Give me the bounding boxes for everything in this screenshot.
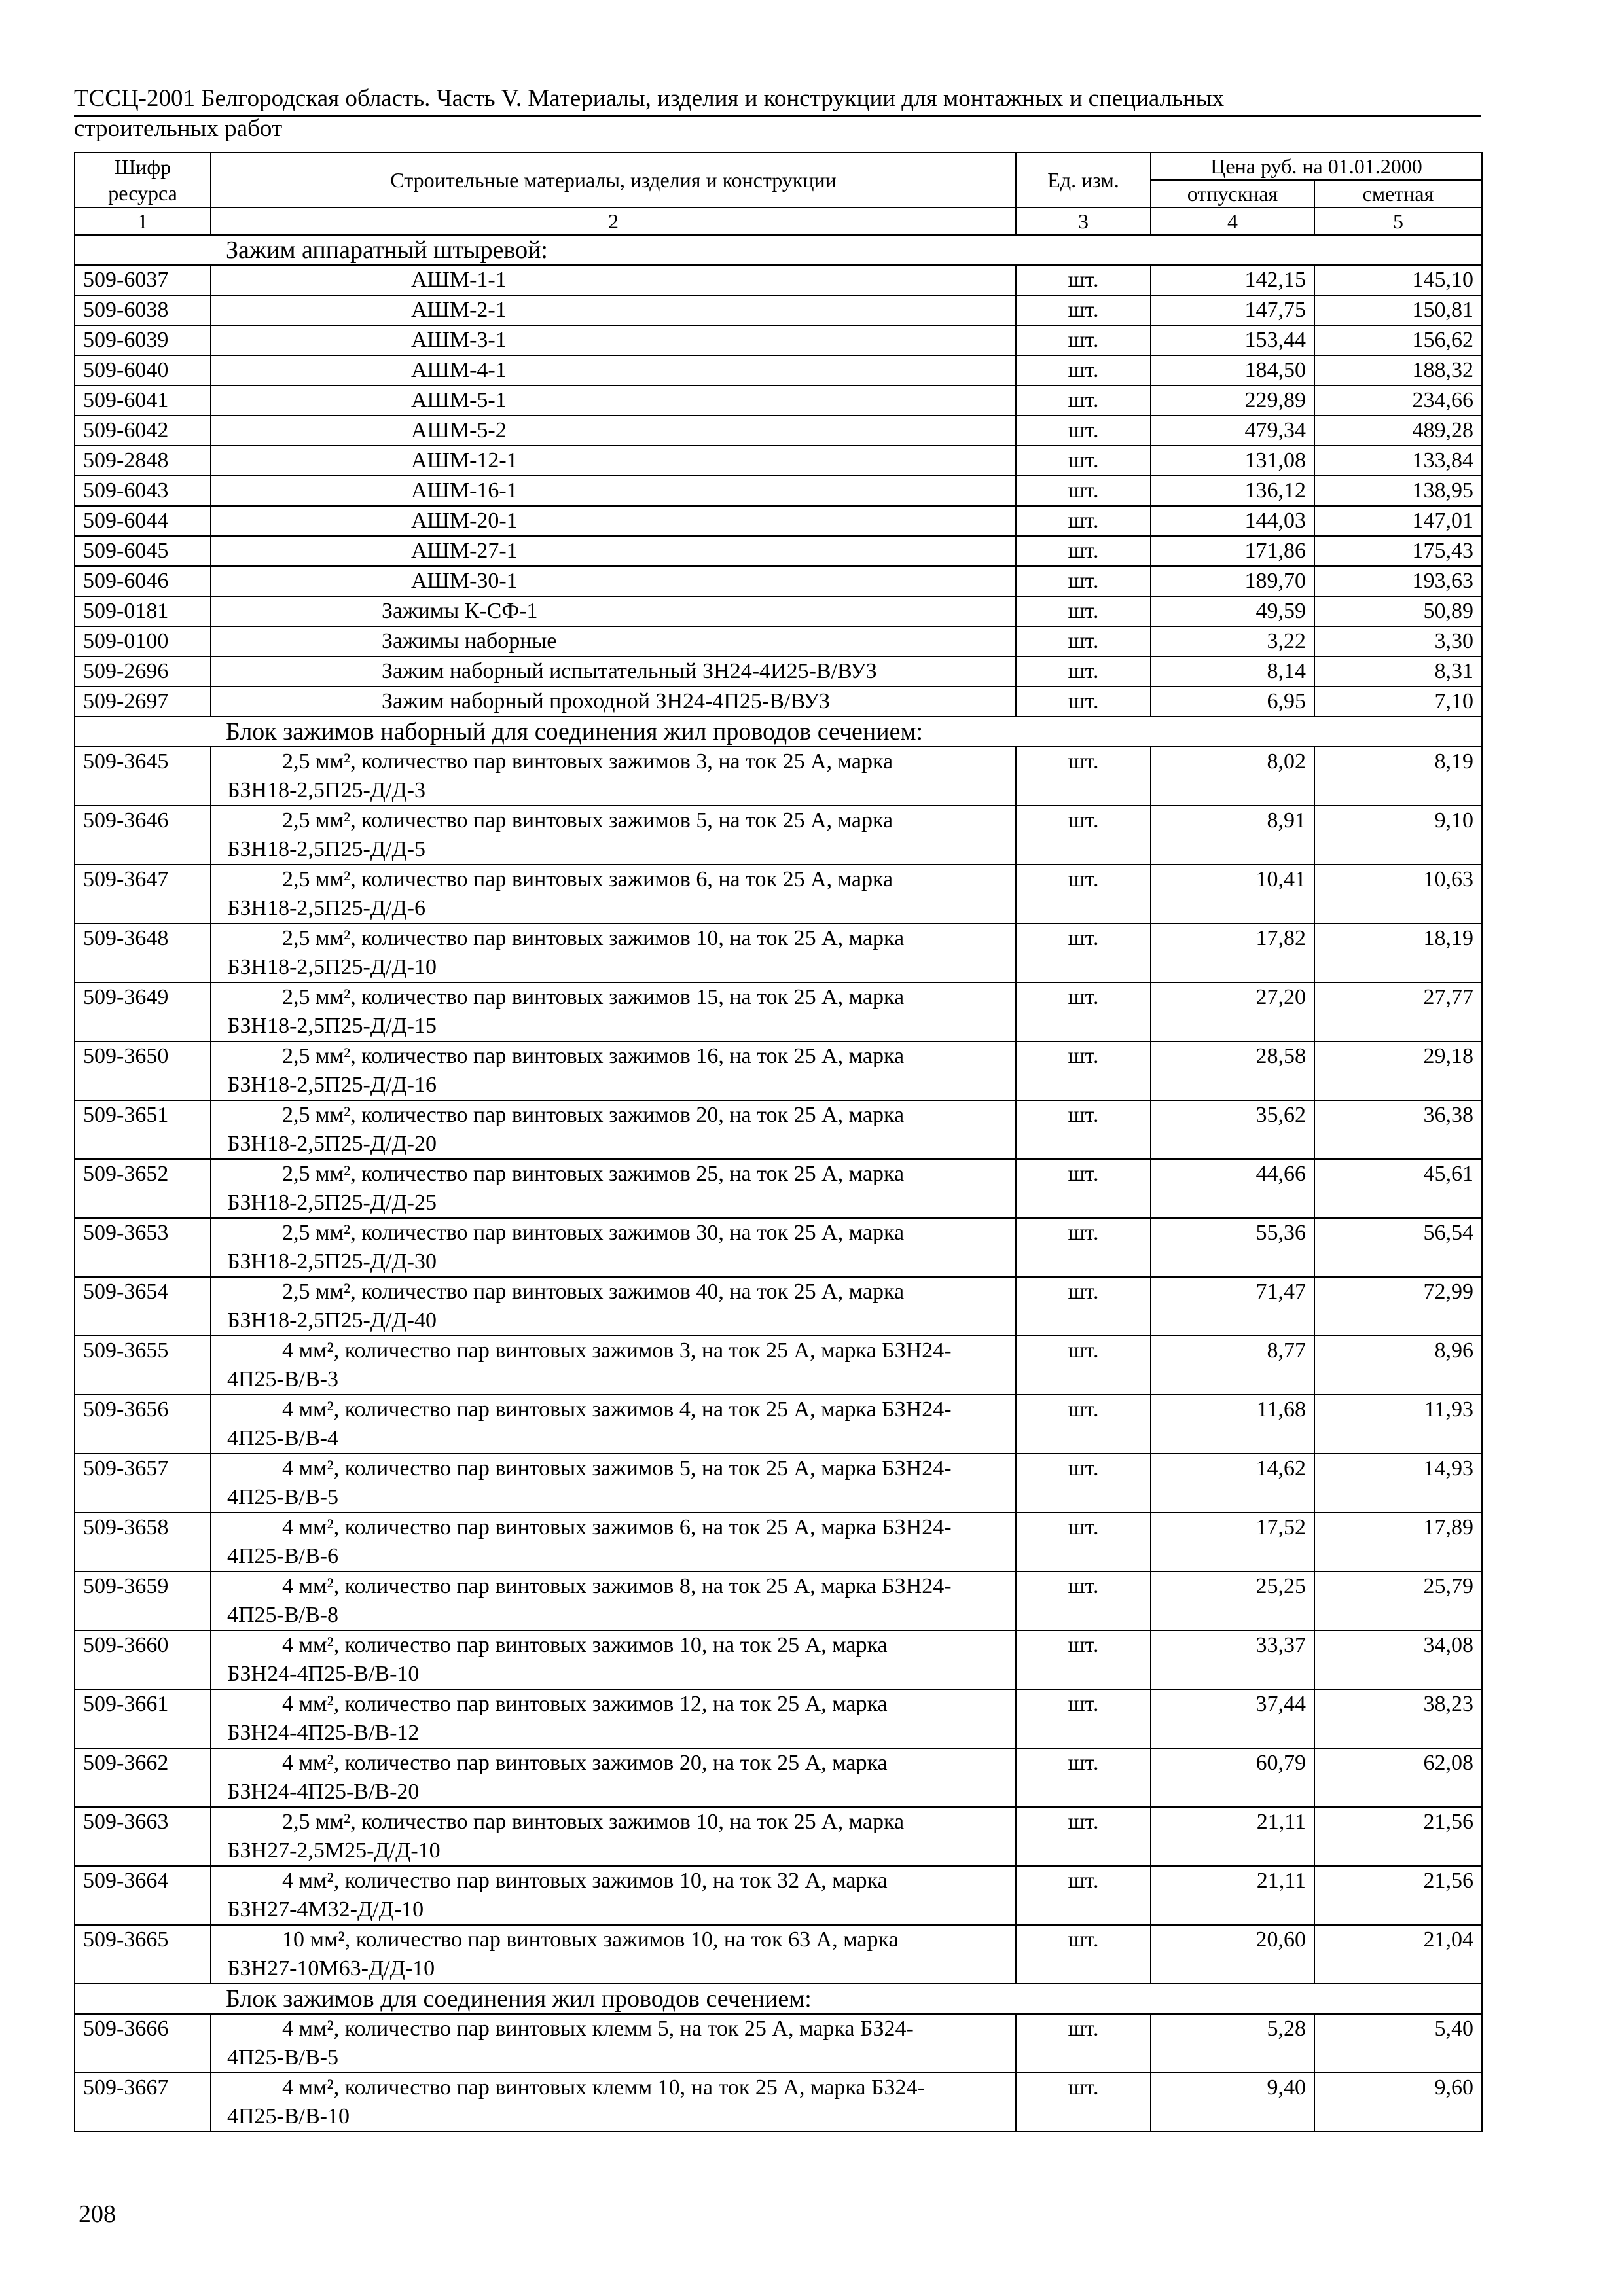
unit: шт. [1016,295,1151,325]
group-heading-row [75,1984,1482,2014]
table-row [75,265,1482,295]
material-name-line-1: 2,5 мм², количество пар винтовых зажимов 40, на ток 25 А, марка [282,1280,905,1304]
release-price: 5,28 [1151,2014,1314,2073]
material-name-line-2: 4П25-В/В-5 [227,2045,338,2070]
material-name-line-1: 2,5 мм², количество пар винтовых зажимов 20, на ток 25 А, марка [282,1103,905,1127]
resource-code: 509-2697 [75,687,211,717]
unit: шт. [1016,596,1151,626]
table-row [75,2014,1482,2073]
resource-code: 509-0100 [75,626,211,656]
material-name-line-2: 4П25-В/В-6 [227,1544,338,1568]
release-price: 3,22 [1151,626,1314,656]
resource-code: 509-6043 [75,476,211,506]
release-price: 49,59 [1151,596,1314,626]
table-row [75,1454,1482,1513]
release-price: 71,47 [1151,1277,1314,1336]
resource-code: 509-3661 [75,1689,211,1748]
release-price: 9,40 [1151,2073,1314,2132]
unit: шт. [1016,656,1151,687]
table-row [75,386,1482,416]
material-name: АШМ-5-1 [211,386,1016,416]
table-row [75,656,1482,687]
material-name-line-1: 4 мм², количество пар винтовых зажимов 4, на ток 25 А, марка БЗН24- [282,1397,952,1422]
unit: шт. [1016,1100,1151,1159]
table-row [75,416,1482,446]
material-name-line-2: БЗН18-2,5П25-Д/Д-16 [227,1073,437,1097]
unit: шт. [1016,1513,1151,1571]
estimate-price: 5,40 [1314,2014,1482,2073]
material-name-line-2: 4П25-В/В-3 [227,1367,338,1391]
material-name-line-1: 2,5 мм², количество пар винтовых зажимов 30, на ток 25 А, марка [282,1221,905,1245]
header-code: Шифр ресурса [75,152,211,207]
table-row [75,1748,1482,1807]
table-row [75,2073,1482,2132]
material-name [211,1454,1016,1513]
material-name-line-1: 2,5 мм², количество пар винтовых зажимов 6, на ток 25 А, марка [282,867,893,891]
material-name-line-2: БЗН18-2,5П25-Д/Д-6 [227,896,425,920]
unit: шт. [1016,626,1151,656]
material-name [211,1336,1016,1395]
material-name [211,1041,1016,1100]
resource-code: 509-3655 [75,1336,211,1395]
estimate-price: 27,77 [1314,982,1482,1041]
material-name-line-2: БЗН27-10М63-Д/Д-10 [227,1956,435,1981]
unit: шт. [1016,1925,1151,1984]
resource-code: 509-3654 [75,1277,211,1336]
table-body [75,235,1482,2132]
release-price: 184,50 [1151,355,1314,386]
price-table [74,152,1483,2132]
estimate-price: 14,93 [1314,1454,1482,1513]
estimate-price: 138,95 [1314,476,1482,506]
unit: шт. [1016,865,1151,924]
material-name-line-1: 2,5 мм², количество пар винтовых зажимов 16, на ток 25 А, марка [282,1044,905,1068]
material-name-line-2: 4П25-В/В-4 [227,1426,338,1450]
table-row [75,536,1482,566]
table-row [75,476,1482,506]
table-row [75,1866,1482,1925]
material-name [211,1395,1016,1454]
material-name [211,1689,1016,1748]
material-name [211,1630,1016,1689]
release-price: 21,11 [1151,1807,1314,1866]
resource-code: 509-3656 [75,1395,211,1454]
resource-code: 509-6037 [75,265,211,295]
material-name-line-1: 4 мм², количество пар винтовых зажимов 20, на ток 25 А, марка [282,1751,888,1775]
material-name-line-1: 4 мм², количество пар винтовых зажимов 10, на ток 25 А, марка [282,1633,888,1657]
unit: шт. [1016,747,1151,806]
unit: шт. [1016,1395,1151,1454]
header-name: Строительные материалы, изделия и конструкции [211,152,1016,207]
resource-code: 509-3650 [75,1041,211,1100]
material-name [211,924,1016,982]
release-price: 8,02 [1151,747,1314,806]
unit: шт. [1016,355,1151,386]
material-name [211,1925,1016,1984]
estimate-price: 10,63 [1314,865,1482,924]
material-name-line-1: 4 мм², количество пар винтовых клемм 10, на ток 25 А, марка БЗ24- [282,2075,925,2100]
material-name-line-2: 4П25-В/В-10 [227,2104,350,2128]
material-name-line-1: 4 мм², количество пар винтовых зажимов 6, на ток 25 А, марка БЗН24- [282,1515,952,1539]
release-price: 35,62 [1151,1100,1314,1159]
release-price: 17,52 [1151,1513,1314,1571]
table-row [75,295,1482,325]
unit: шт. [1016,1218,1151,1277]
material-name-line-2: БЗН24-4П25-В/В-12 [227,1721,420,1745]
unit: шт. [1016,806,1151,865]
material-name-line-2: БЗН18-2,5П25-Д/Д-10 [227,955,437,979]
material-name-line-2: БЗН18-2,5П25-Д/Д-25 [227,1191,437,1215]
group-heading-row [75,717,1482,747]
unit: шт. [1016,1748,1151,1807]
material-name-line-1: 10 мм², количество пар винтовых зажимов 10, на ток 63 А, марка [282,1928,899,1952]
estimate-price: 56,54 [1314,1218,1482,1277]
resource-code: 509-6039 [75,325,211,355]
resource-code: 509-3647 [75,865,211,924]
resource-code: 509-6041 [75,386,211,416]
table-row [75,1218,1482,1277]
table-row [75,596,1482,626]
estimate-price: 145,10 [1314,265,1482,295]
release-price: 55,36 [1151,1218,1314,1277]
unit: шт. [1016,2014,1151,2073]
estimate-price: 11,93 [1314,1395,1482,1454]
table-row [75,626,1482,656]
resource-code: 509-3664 [75,1866,211,1925]
unit: шт. [1016,2073,1151,2132]
material-name: АШМ-1-1 [211,265,1016,295]
unit: шт. [1016,1336,1151,1395]
resource-code: 509-3652 [75,1159,211,1218]
table-row [75,325,1482,355]
material-name-line-2: 4П25-В/В-5 [227,1485,338,1509]
group-heading: Зажим аппаратный штыревой: [75,235,1482,265]
material-name-line-1: 2,5 мм², количество пар винтовых зажимов 10, на ток 25 А, марка [282,926,905,950]
resource-code: 509-2848 [75,446,211,476]
resource-code: 509-6046 [75,566,211,596]
estimate-price: 45,61 [1314,1159,1482,1218]
unit: шт. [1016,1866,1151,1925]
material-name: Зажим наборный испытательный ЗН24-4И25-В/ВУЗ [211,656,1016,687]
unit: шт. [1016,1454,1151,1513]
material-name-line-1: 4 мм², количество пар винтовых зажимов 8, на ток 25 А, марка БЗН24- [282,1574,952,1598]
release-price: 14,62 [1151,1454,1314,1513]
unit: шт. [1016,1689,1151,1748]
release-price: 8,77 [1151,1336,1314,1395]
unit: шт. [1016,566,1151,596]
header-line-1: ТССЦ-2001 Белгородская область. Часть V. Материалы, изделия и конструкции для монтажных и специальных [74,85,1225,112]
material-name-line-1: 4 мм², количество пар винтовых зажимов 5, на ток 25 А, марка БЗН24- [282,1456,952,1480]
estimate-price: 38,23 [1314,1689,1482,1748]
release-price: 144,03 [1151,506,1314,536]
table-row [75,1807,1482,1866]
estimate-price: 489,28 [1314,416,1482,446]
material-name-line-2: БЗН27-4М32-Д/Д-10 [227,1897,424,1922]
group-heading: Блок зажимов для соединения жил проводов сечением: [75,1984,1482,2014]
unit: шт. [1016,1630,1151,1689]
table-row [75,1630,1482,1689]
unit: шт. [1016,924,1151,982]
release-price: 479,34 [1151,416,1314,446]
material-name-line-1: 2,5 мм², количество пар винтовых зажимов 25, на ток 25 А, марка [282,1162,905,1186]
document-header [74,84,1481,144]
resource-code: 509-3646 [75,806,211,865]
material-name [211,1807,1016,1866]
estimate-price: 36,38 [1314,1100,1482,1159]
resource-code: 509-3658 [75,1513,211,1571]
resource-code: 509-6044 [75,506,211,536]
material-name: Зажимы наборные [211,626,1016,656]
release-price: 20,60 [1151,1925,1314,1984]
table-row [75,1159,1482,1218]
resource-code: 509-2696 [75,656,211,687]
resource-code: 509-3663 [75,1807,211,1866]
estimate-price: 7,10 [1314,687,1482,717]
material-name [211,1513,1016,1571]
col-number: 4 [1151,207,1314,235]
material-name-line-2: БЗН18-2,5П25-Д/Д-5 [227,837,425,861]
release-price: 8,91 [1151,806,1314,865]
header-release-price: отпускная [1151,180,1314,207]
resource-code: 509-3645 [75,747,211,806]
table-row [75,865,1482,924]
estimate-price: 3,30 [1314,626,1482,656]
estimate-price: 17,89 [1314,1513,1482,1571]
table-row [75,1041,1482,1100]
unit: шт. [1016,416,1151,446]
material-name: АШМ-2-1 [211,295,1016,325]
unit: шт. [1016,1571,1151,1630]
header-price: Цена руб. на 01.01.2000 [1151,152,1482,180]
release-price: 8,14 [1151,656,1314,687]
table-row [75,1336,1482,1395]
release-price: 17,82 [1151,924,1314,982]
resource-code: 509-3666 [75,2014,211,2073]
estimate-price: 21,56 [1314,1807,1482,1866]
estimate-price: 25,79 [1314,1571,1482,1630]
resource-code: 509-3665 [75,1925,211,1984]
material-name-line-2: 4П25-В/В-8 [227,1603,338,1627]
col-number: 1 [75,207,211,235]
material-name [211,2073,1016,2132]
table-row [75,446,1482,476]
release-price: 131,08 [1151,446,1314,476]
table-row [75,806,1482,865]
unit: шт. [1016,325,1151,355]
col-number: 5 [1314,207,1482,235]
material-name [211,1218,1016,1277]
material-name-line-1: 4 мм², количество пар винтовых зажимов 10, на ток 32 А, марка [282,1869,888,1893]
table-row [75,1100,1482,1159]
header-estimate-price: сметная [1314,180,1482,207]
material-name: АШМ-12-1 [211,446,1016,476]
estimate-price: 21,04 [1314,1925,1482,1984]
unit: шт. [1016,386,1151,416]
unit: шт. [1016,687,1151,717]
material-name: АШМ-30-1 [211,566,1016,596]
release-price: 60,79 [1151,1748,1314,1807]
release-price: 11,68 [1151,1395,1314,1454]
material-name [211,1100,1016,1159]
material-name-line-1: 2,5 мм², количество пар винтовых зажимов 5, на ток 25 А, марка [282,808,893,833]
material-name-line-1: 4 мм², количество пар винтовых клемм 5, на ток 25 А, марка БЗ24- [282,2017,914,2041]
material-name [211,865,1016,924]
resource-code: 509-3649 [75,982,211,1041]
material-name-line-2: БЗН18-2,5П25-Д/Д-15 [227,1014,437,1038]
unit: шт. [1016,982,1151,1041]
estimate-price: 50,89 [1314,596,1482,626]
estimate-price: 133,84 [1314,446,1482,476]
release-price: 153,44 [1151,325,1314,355]
table-row [75,747,1482,806]
resource-code: 509-3660 [75,1630,211,1689]
material-name-line-2: БЗН18-2,5П25-Д/Д-40 [227,1308,437,1333]
release-price: 33,37 [1151,1630,1314,1689]
material-name: Зажимы К-СФ-1 [211,596,1016,626]
release-price: 142,15 [1151,265,1314,295]
col-number: 2 [211,207,1016,235]
material-name [211,1866,1016,1925]
material-name-line-2: БЗН18-2,5П25-Д/Д-30 [227,1249,437,1274]
release-price: 229,89 [1151,386,1314,416]
material-name: АШМ-5-2 [211,416,1016,446]
estimate-price: 34,08 [1314,1630,1482,1689]
unit: шт. [1016,1041,1151,1100]
header-unit: Ед. изм. [1016,152,1151,207]
estimate-price: 147,01 [1314,506,1482,536]
release-price: 136,12 [1151,476,1314,506]
estimate-price: 234,66 [1314,386,1482,416]
header-line-2: строительных работ [74,115,283,142]
table-row [75,982,1482,1041]
estimate-price: 9,60 [1314,2073,1482,2132]
resource-code: 509-3653 [75,1218,211,1277]
estimate-price: 72,99 [1314,1277,1482,1336]
estimate-price: 150,81 [1314,295,1482,325]
table-row [75,1689,1482,1748]
estimate-price: 29,18 [1314,1041,1482,1100]
material-name: АШМ-4-1 [211,355,1016,386]
material-name-line-1: 4 мм², количество пар винтовых зажимов 12, на ток 25 А, марка [282,1692,888,1716]
table-row [75,924,1482,982]
estimate-price: 18,19 [1314,924,1482,982]
resource-code: 509-3667 [75,2073,211,2132]
page-number: 208 [79,2200,116,2228]
estimate-price: 193,63 [1314,566,1482,596]
material-name-line-2: БЗН18-2,5П25-Д/Д-3 [227,778,425,802]
unit: шт. [1016,265,1151,295]
material-name-line-1: 2,5 мм², количество пар винтовых зажимов 15, на ток 25 А, марка [282,985,905,1009]
resource-code: 509-0181 [75,596,211,626]
resource-code: 509-3651 [75,1100,211,1159]
material-name [211,1571,1016,1630]
estimate-price: 21,56 [1314,1866,1482,1925]
unit: шт. [1016,476,1151,506]
group-heading: Блок зажимов наборный для соединения жил проводов сечением: [75,717,1482,747]
release-price: 27,20 [1151,982,1314,1041]
estimate-price: 62,08 [1314,1748,1482,1807]
resource-code: 509-6042 [75,416,211,446]
table-row [75,1513,1482,1571]
material-name: АШМ-16-1 [211,476,1016,506]
unit: шт. [1016,536,1151,566]
resource-code: 509-6040 [75,355,211,386]
material-name-line-2: БЗН24-4П25-В/В-10 [227,1662,420,1686]
estimate-price: 8,19 [1314,747,1482,806]
release-price: 21,11 [1151,1866,1314,1925]
material-name: АШМ-20-1 [211,506,1016,536]
table-row [75,1277,1482,1336]
resource-code: 509-3648 [75,924,211,982]
estimate-price: 8,31 [1314,656,1482,687]
material-name-line-1: 2,5 мм², количество пар винтовых зажимов 10, на ток 25 А, марка [282,1810,905,1834]
material-name-line-1: 2,5 мм², количество пар винтовых зажимов 3, на ток 25 А, марка [282,749,893,774]
estimate-price: 188,32 [1314,355,1482,386]
release-price: 37,44 [1151,1689,1314,1748]
release-price: 171,86 [1151,536,1314,566]
table-row [75,506,1482,536]
release-price: 28,58 [1151,1041,1314,1100]
estimate-price: 8,96 [1314,1336,1482,1395]
unit: шт. [1016,1159,1151,1218]
release-price: 6,95 [1151,687,1314,717]
unit: шт. [1016,1807,1151,1866]
material-name-line-1: 4 мм², количество пар винтовых зажимов 3, на ток 25 А, марка БЗН24- [282,1338,952,1363]
material-name-line-2: БЗН24-4П25-В/В-20 [227,1780,420,1804]
unit: шт. [1016,506,1151,536]
group-heading-row [75,235,1482,265]
resource-code: 509-3657 [75,1454,211,1513]
release-price: 147,75 [1151,295,1314,325]
estimate-price: 9,10 [1314,806,1482,865]
release-price: 10,41 [1151,865,1314,924]
material-name: АШМ-3-1 [211,325,1016,355]
material-name-line-2: БЗН18-2,5П25-Д/Д-20 [227,1132,437,1156]
table-row [75,1395,1482,1454]
table-row [75,355,1482,386]
estimate-price: 175,43 [1314,536,1482,566]
material-name [211,982,1016,1041]
resource-code: 509-6045 [75,536,211,566]
material-name [211,2014,1016,2073]
header-rule [74,115,1481,117]
material-name [211,806,1016,865]
resource-code: 509-3662 [75,1748,211,1807]
col-number: 3 [1016,207,1151,235]
material-name [211,1277,1016,1336]
table-row [75,1925,1482,1984]
resource-code: 509-3659 [75,1571,211,1630]
unit: шт. [1016,446,1151,476]
material-name [211,1748,1016,1807]
material-name [211,747,1016,806]
release-price: 25,25 [1151,1571,1314,1630]
table-row [75,1571,1482,1630]
material-name-line-2: БЗН27-2,5М25-Д/Д-10 [227,1839,441,1863]
material-name: Зажим наборный проходной ЗН24-4П25-В/ВУЗ [211,687,1016,717]
table-row [75,566,1482,596]
estimate-price: 156,62 [1314,325,1482,355]
material-name: АШМ-27-1 [211,536,1016,566]
release-price: 44,66 [1151,1159,1314,1218]
material-name [211,1159,1016,1218]
table-row [75,687,1482,717]
release-price: 189,70 [1151,566,1314,596]
resource-code: 509-6038 [75,295,211,325]
unit: шт. [1016,1277,1151,1336]
